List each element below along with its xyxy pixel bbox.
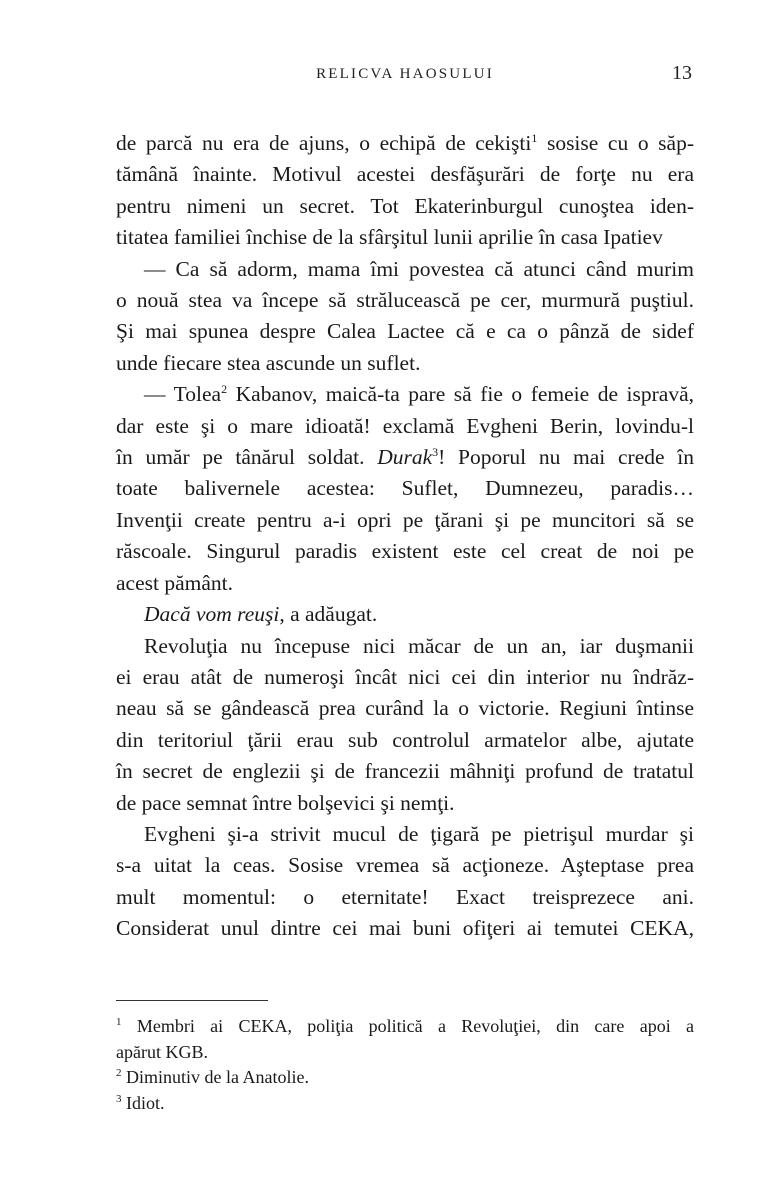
footnote-text: Membri ai CEKA, poliţia politică a Revoluţiei, din care apoi a	[136, 1016, 695, 1036]
text-span: de parcă nu era de ajuns, o echipă de cekişti	[116, 131, 532, 155]
footnotes	[116, 1014, 694, 1116]
text-line: toate balivernele acestea: Suflet, Dumnezeu, paradis…	[116, 476, 694, 501]
text-line: ei erau atât de numeroşi încât nici cei din interior nu îndrăz-	[116, 664, 694, 689]
page-number: 13	[672, 62, 692, 84]
main-text	[116, 128, 694, 945]
footnote-text: Diminutiv de la Anatolie.	[126, 1067, 309, 1087]
text-line: Revoluţia nu începuse nici măcar de un an, iar duşmanii	[144, 633, 694, 658]
text-line: răscoale. Singurul paradis existent este cel creat de noi pe	[116, 539, 694, 564]
text-line: s-a uitat la ceas. Sosise vremea să acţioneze. Aşteptase prea	[116, 853, 694, 878]
text-line: tămână înainte. Motivul acestei desfăşurări de forţe nu era	[116, 162, 694, 187]
text-line: Invenţii create pentru a-i opri pe ţărani şi pe muncitori să se	[116, 507, 694, 532]
text-line: mult momentul: o eternitate! Exact treisprezece ani.	[116, 884, 694, 909]
footnote-text: Idiot.	[126, 1092, 165, 1113]
paragraph	[116, 379, 694, 599]
text-line: Şi mai spunea despre Calea Lactee că e ca o pânză de sidef	[116, 319, 694, 344]
running-title: RELICVA HAOSULUI	[316, 66, 494, 82]
text-span: ! Poporul nu mai crede în	[438, 445, 694, 470]
footnote-ref-2: 2	[221, 382, 228, 397]
paragraph	[116, 819, 694, 945]
footnote-1	[116, 1014, 694, 1040]
page-header	[118, 62, 692, 92]
italic-word: Durak	[377, 445, 433, 470]
text-line	[116, 379, 694, 410]
footnote-2	[116, 1065, 694, 1091]
paragraph	[116, 599, 694, 630]
footnote-ref-3: 3	[432, 445, 439, 460]
text-line	[116, 128, 694, 159]
footnote-marker: 3	[116, 1092, 122, 1105]
footnote-ref-1: 1	[531, 131, 538, 145]
paragraph	[116, 631, 694, 819]
text-line: titatea familiei închise de la sfârşitul lunii aprilie în casa Ipatiev	[116, 225, 663, 250]
text-line: în secret de englezii şi de francezii mâhniţi profund de tratatul	[116, 759, 694, 784]
text-line: neau să se gândească prea curând la o victorie. Regiuni întinse	[116, 696, 694, 721]
text-line: — Ca să adorm, mama îmi povestea că atunci când murim	[144, 256, 694, 281]
text-line	[116, 599, 694, 630]
paragraph	[116, 128, 694, 254]
text-line: dar este şi o mare idioată! exclamă Evgheni Berin, lovindu-l	[116, 413, 694, 438]
text-line: pentru nimeni un secret. Tot Ekaterinburgul cunoştea iden-	[116, 193, 694, 218]
text-line	[116, 442, 694, 473]
text-line: Considerat unul dintre cei mai buni ofiţeri ai temutei CEKA,	[116, 916, 694, 941]
text-line: o nouă stea va începe să strălucească pe cer, murmură puştiul.	[116, 288, 694, 313]
footnote-marker: 2	[116, 1067, 122, 1079]
footnote-3	[116, 1091, 694, 1117]
footnote-1-continued: apărut KGB.	[116, 1041, 208, 1062]
text-span: — Tolea	[144, 382, 222, 407]
italic-phrase: Dacă vom reuşi	[144, 602, 280, 627]
text-span: în umăr pe tânărul soldat.	[116, 445, 378, 470]
paragraph	[116, 254, 694, 380]
text-line: din teritoriul ţării erau sub controlul armatelor albe, ajutate	[116, 727, 694, 752]
text-line: Evgheni şi-a strivit mucul de ţigară pe pietrişul murdar şi	[144, 821, 694, 846]
text-line: acest pământ.	[116, 570, 234, 595]
text-span: sosise cu o săp-	[537, 131, 694, 155]
footnote-divider	[116, 1000, 268, 1001]
text-span: Kabanov, maică-ta pare să fie o femeie de ispravă,	[227, 382, 694, 407]
footnote-marker: 1	[116, 1016, 122, 1028]
text-span: , a adăugat.	[279, 602, 378, 627]
text-line: de pace semnat între bolşevici şi nemţi.	[116, 790, 455, 815]
text-line: unde fiecare stea ascunde un suflet.	[116, 350, 421, 375]
